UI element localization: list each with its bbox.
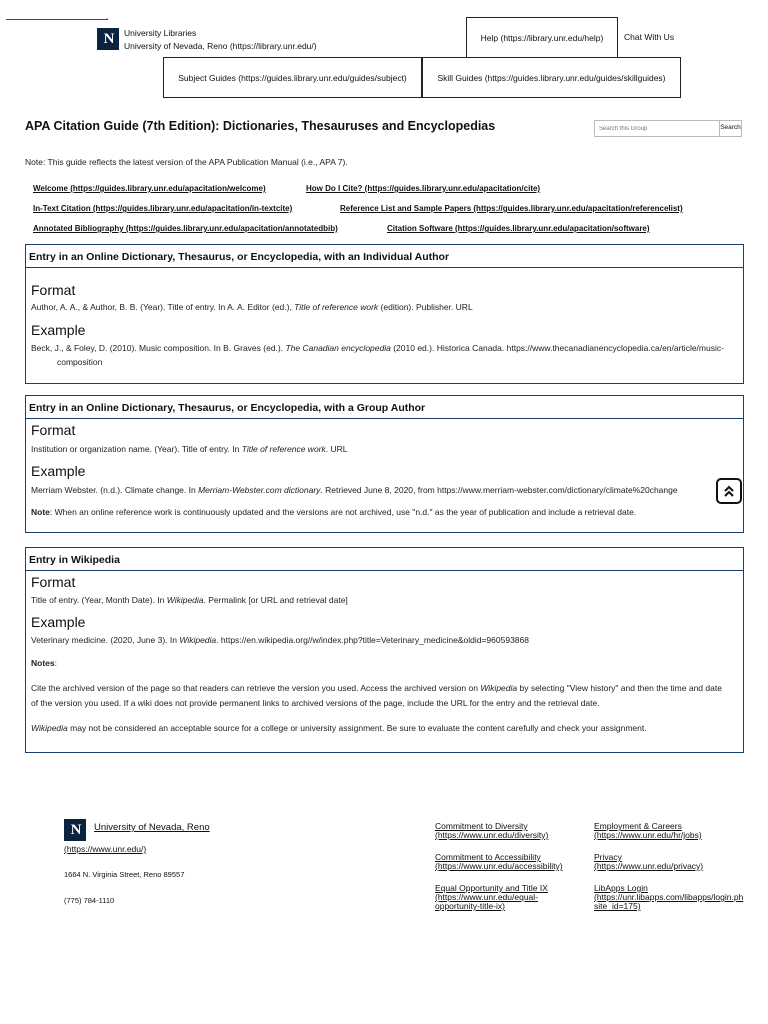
help-link[interactable]: [466, 17, 618, 58]
example-heading: Example: [31, 614, 86, 630]
group-author-box: [25, 395, 744, 533]
nav-reference-list[interactable]: Reference List and Sample Papers (https://guides.library.unr.edu/apacitation/referencelist): [340, 204, 683, 213]
footer-link-privacy[interactable]: Privacy (https://www.unr.edu/privacy): [594, 852, 704, 871]
footer-link-libapps[interactable]: LibApps Login (https://unr.libapps.com/libapps/login.ph site_id=175): [594, 884, 744, 911]
notes-paragraph-1: Cite the archived version of the page so that readers can retrieve the version you used. Access the archived version on Wikipedia by selecting "View history" and then the time and date of the version you used. If a wiki does not provide permanent links to archived versions of the page, include the URL for the entry and the retrieval date.: [31, 683, 722, 708]
example-text: Beck, J., & Foley, D. (2010). Music composition. In B. Graves (ed.). The Canadian encyclopedia (2010 ed.). Historica Canada. https://www.thecanadianencyclopedia.ca/en/article/music-: [31, 343, 724, 353]
help-label: Help (https://library.unr.edu/help): [480, 32, 604, 43]
back-to-top-icon: [722, 484, 736, 498]
box-heading: Entry in an Online Dictionary, Thesaurus, or Encyclopedia, with an Individual Author: [26, 245, 743, 268]
subject-guides-link[interactable]: [163, 57, 422, 98]
nav-in-text-citation[interactable]: In-Text Citation (https://guides.library.unr.edu/apacitation/in-textcite): [33, 204, 293, 213]
nav-annotated-bibliography[interactable]: Annotated Bibliography (https://guides.library.unr.edu/apacitation/annotatedbib): [33, 224, 338, 233]
notes-paragraph-2: Wikipedia may not be considered an acceptable source for a college or university assignment. Be sure to evaluate the content carefully and check your assignment.: [31, 723, 647, 733]
unr-footer-logo[interactable]: N: [64, 819, 86, 841]
nav-citation-software[interactable]: Citation Software (https://guides.library.unr.edu/apacitation/software): [387, 224, 650, 233]
library-brand[interactable]: [124, 27, 317, 53]
format-heading: Format: [31, 282, 76, 298]
example-text-cont: composition: [57, 357, 103, 367]
nav-how-do-i-cite[interactable]: How Do I Cite? (https://guides.library.unr.edu/apacitation/cite): [306, 184, 541, 193]
page-title: APA Citation Guide (7th Edition): Dictionaries, Thesauruses and Encyclopedias: [25, 119, 496, 133]
footer-phone: (775) 784-1110: [64, 896, 115, 905]
unr-logo[interactable]: N: [97, 28, 119, 50]
format-text: Title of entry. (Year, Month Date). In Wikipedia. Permalink [or URL and retrieval date]: [31, 595, 348, 605]
note-text: Note: When an online reference work is continuously updated and the versions are not archived, use "n.d." as the year of publication and include a retrieval date.: [31, 507, 637, 517]
skip-link-mark: ,: [106, 12, 109, 21]
search-input[interactable]: [595, 121, 720, 136]
individual-author-box: [25, 244, 744, 384]
wikipedia-box: [25, 547, 744, 753]
footer-link-diversity[interactable]: Commitment to Diversity (https://www.unr.edu/diversity): [435, 821, 549, 840]
footer-link-equal-opportunity[interactable]: Equal Opportunity and Title IX (https://www.unr.edu/equal- opportunity-title-ix): [435, 883, 548, 911]
skip-link[interactable]: [6, 19, 108, 20]
footer-link-employment[interactable]: Employment & Careers (https://www.unr.edu/hr/jobs): [594, 821, 702, 840]
notes-label: Notes:: [31, 658, 57, 668]
format-text: Author, A. A., & Author, B. B. (Year). Title of entry. In A. A. Editor (ed.), Title of reference work (edition). Publisher. URL: [31, 302, 473, 312]
example-text: Veterinary medicine. (2020, June 3). In Wikipedia. https://en.wikipedia.org//w/index.php?title=Veterinary_medicine&oldid=960593868: [31, 635, 529, 645]
format-heading: Format: [31, 574, 76, 590]
footer-link-accessibility[interactable]: Commitment to Accessibility (https://www.unr.edu/accessibility): [435, 852, 563, 871]
university-link[interactable]: University of Nevada, Reno: [94, 822, 210, 833]
library-name: University Libraries: [124, 28, 197, 38]
subject-guides-label: Subject Guides (https://guides.library.unr.edu/guides/subject): [178, 72, 407, 83]
chat-link[interactable]: Chat With Us: [624, 32, 675, 42]
nav-welcome[interactable]: Welcome (https://guides.library.unr.edu/apacitation/welcome): [33, 184, 266, 193]
skill-guides-link[interactable]: [422, 57, 681, 98]
example-heading: Example: [31, 322, 86, 338]
double-chevron-up-icon[interactable]: [716, 478, 742, 504]
footer-address: 1664 N. Virginia Street, Reno 89557: [64, 870, 185, 879]
group-search: [594, 120, 742, 137]
edition-note: Note: This guide reflects the latest version of the APA Publication Manual (i.e., APA 7).: [25, 157, 348, 167]
format-text: Institution or organization name. (Year). Title of entry. In Title of reference work. URL: [31, 444, 348, 454]
search-button[interactable]: Search: [720, 124, 741, 131]
example-text: Merriam Webster. (n.d.). Climate change. In Merriam-Webster.com dictionary. Retrieved June 8, 2020, from https://www.merriam-webster.com/dictionary/climate%20change: [31, 485, 678, 495]
box-heading: Entry in an Online Dictionary, Thesaurus, or Encyclopedia, with a Group Author: [26, 396, 743, 419]
box-heading: Entry in Wikipedia: [26, 548, 743, 571]
university-line: University of Nevada, Reno (https://library.unr.edu/): [124, 41, 317, 51]
format-heading: Format: [31, 422, 76, 438]
university-url[interactable]: (https://www.unr.edu/): [64, 844, 147, 854]
skill-guides-label: Skill Guides (https://guides.library.unr.edu/guides/skillguides): [437, 72, 666, 83]
example-heading: Example: [31, 463, 86, 479]
